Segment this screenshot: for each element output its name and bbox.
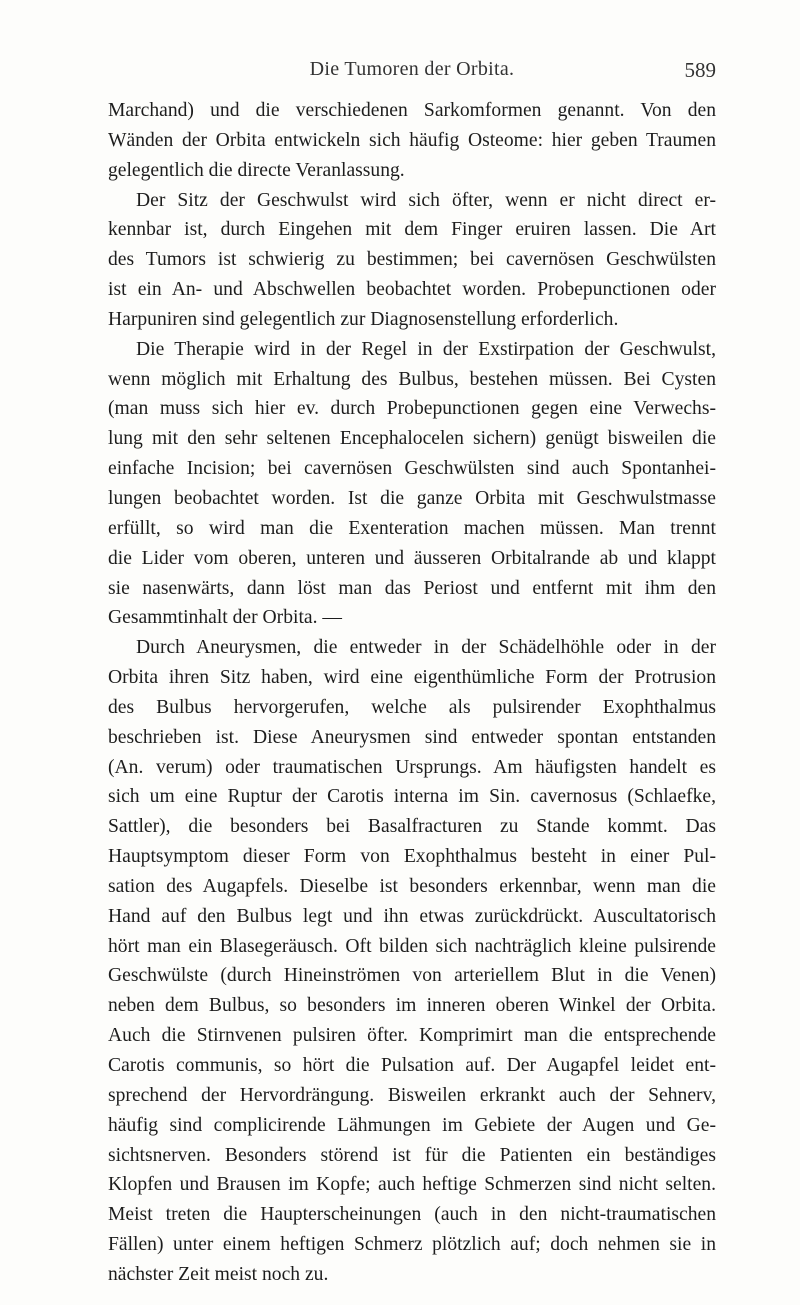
text-line: Meist treten die Haupterscheinungen (auch in den nicht-traumatischen — [108, 1204, 716, 1226]
text-line: Orbita ihren Sitz haben, wird eine eigenthümliche Form der Protrusion — [108, 667, 716, 689]
text-line: gelegentlich die directe Veranlassung. — [108, 159, 405, 181]
text-line: hört man ein Blasegeräusch. Oft bilden sich nachträglich kleine pulsirende — [108, 935, 716, 957]
text-line: (man muss sich hier ev. durch Probepunctionen gegen eine Verwechs- — [108, 398, 716, 420]
text-line: Marchand) und die verschiedenen Sarkomformen genannt. Von den — [108, 100, 716, 121]
text-line: sich um eine Ruptur der Carotis interna im Sin. cavernosus (Schlaefke, — [108, 786, 716, 808]
text-line: Die Therapie wird in der Regel in der Exstirpation der Geschwulst, — [136, 338, 716, 360]
text-line: lungen beobachtet worden. Ist die ganze Orbita mit Geschwulstmasse — [108, 487, 716, 509]
text-line: ist ein An- und Abschwellen beobachtet worden. Probepunctionen oder — [108, 279, 716, 301]
text-line: kennbar ist, durch Eingehen mit dem Finger eruiren lassen. Die Art — [108, 219, 716, 241]
text-line: häufig sind complicirende Lähmungen im Gebiete der Augen und Ge- — [108, 1114, 716, 1136]
text-line: Carotis communis, so hört die Pulsation auf. Der Augapfel leidet ent- — [108, 1055, 716, 1076]
text-line: Klopfen und Brausen im Kopfe; auch heftige Schmerzen sind nicht selten. — [108, 1174, 716, 1196]
text-line: die Lider vom oberen, unteren und äusseren Orbitalrande ab und klappt — [108, 547, 716, 569]
text-line: Harpuniren sind gelegentlich zur Diagnosenstellung erforderlich. — [108, 308, 619, 330]
text-line: sie nasenwärts, dann löst man das Periost und entfernt mit ihm den — [108, 577, 716, 599]
page-number: 589 — [684, 58, 716, 82]
text-line: Hauptsymptom dieser Form von Exophthalmus besteht in einer Pul- — [108, 846, 716, 868]
text-line: Auch die Stirnvenen pulsiren öfter. Komprimirt man die entsprechende — [108, 1025, 716, 1047]
text-line: wenn möglich mit Erhaltung des Bulbus, bestehen müssen. Bei Cysten — [108, 368, 716, 390]
text-line: des Bulbus hervorgerufen, welche als pulsirender Exophthalmus — [108, 696, 716, 718]
body-text — [108, 96, 716, 1290]
text-line: nächster Zeit meist noch zu. — [108, 1263, 329, 1285]
text-line: erfüllt, so wird man die Exenteration machen müssen. Man trennt — [108, 517, 716, 539]
text-line: (An. verum) oder traumatischen Ursprungs. Am häufigsten handelt es — [108, 756, 716, 778]
text-line: Hand auf den Bulbus legt und ihn etwas zurückdrückt. Auscultatorisch — [108, 905, 716, 927]
text-line: Fällen) unter einem heftigen Schmerz plötzlich auf; doch nehmen sie in — [108, 1234, 716, 1256]
text-line: neben dem Bulbus, so besonders im inneren oberen Winkel der Orbita. — [108, 995, 716, 1017]
text-line: sichtsnerven. Besonders störend ist für die Patienten ein beständiges — [108, 1144, 716, 1166]
text-line: sation des Augapfels. Dieselbe ist besonders erkennbar, wenn man die — [108, 875, 716, 897]
text-line: Sattler), die besonders bei Basalfracturen zu Stande kommt. Das — [108, 816, 716, 838]
running-header — [108, 58, 716, 82]
text-line: des Tumors ist schwierig zu bestimmen; bei cavernösen Geschwülsten — [108, 249, 716, 271]
text-line: Geschwülste (durch Hineinströmen von arteriellem Blut in die Venen) — [108, 965, 716, 987]
text-line: sprechend der Hervordrängung. Bisweilen erkrankt auch der Sehnerv, — [108, 1084, 716, 1106]
text-line: Durch Aneurysmen, die entweder in der Schädelhöhle oder in der — [136, 637, 716, 659]
text-line: einfache Incision; bei cavernösen Geschwülsten sind auch Spontanhei- — [108, 458, 716, 480]
text-line: Wänden der Orbita entwickeln sich häufig Osteome: hier geben Traumen — [108, 129, 716, 151]
text-line: lung mit den sehr seltenen Encephalocelen sichern) genügt bisweilen die — [108, 428, 716, 450]
text-line: Gesammtinhalt der Orbita. — — [108, 607, 342, 629]
text-line: beschrieben ist. Diese Aneurysmen sind entweder spontan entstanden — [108, 726, 716, 748]
running-title: Die Tumoren der Orbita. — [309, 58, 515, 80]
text-line: Der Sitz der Geschwulst wird sich öfter, wenn er nicht direct er- — [136, 189, 716, 211]
